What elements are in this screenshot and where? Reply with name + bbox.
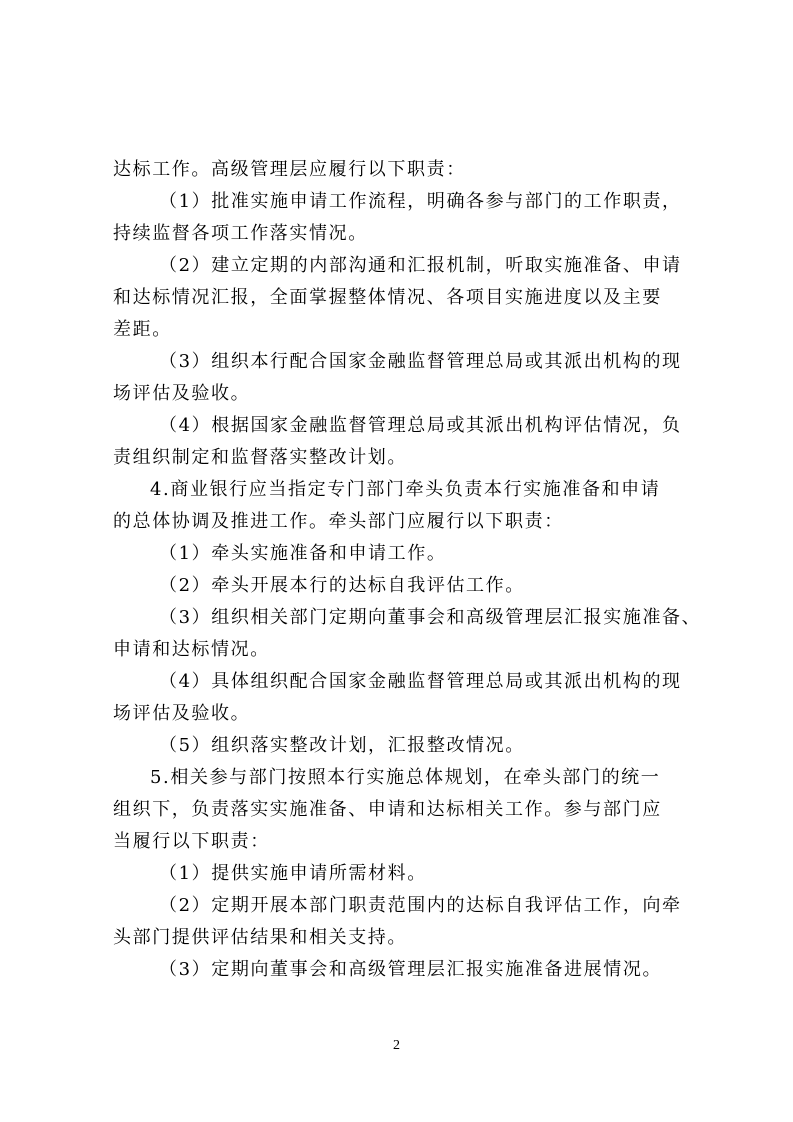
text-line: 4.商业银行应当指定专门部门牵头负责本行实施准备和申请: [150, 479, 661, 500]
text-line: 头部门提供评估结果和相关支持。: [113, 927, 407, 948]
text-line: 的总体协调及推进工作。牵头部门应履行以下职责：: [113, 511, 564, 532]
text-line: 场评估及验收。: [113, 703, 251, 724]
text-line: （3）组织相关部门定期向董事会和高级管理层汇报实施准备、: [159, 607, 702, 628]
text-line: 场评估及验收。: [113, 383, 251, 404]
text-line: （2）建立定期的内部沟通和汇报机制，听取实施准备、申请: [159, 255, 682, 276]
text-line: （4）根据国家金融监督管理总局或其派出机构评估情况，负: [159, 415, 682, 436]
text-line: 5.相关参与部门按照本行实施总体规划，在牵头部门的统一: [150, 767, 661, 788]
page-number: 2: [393, 1038, 400, 1053]
text-line: （4）具体组织配合国家金融监督管理总局或其派出机构的现: [159, 671, 682, 692]
text-line: （3）组织本行配合国家金融监督管理总局或其派出机构的现: [159, 351, 682, 372]
text-line: （5）组织落实整改计划，汇报整改情况。: [159, 735, 525, 756]
text-line: （3）定期向董事会和高级管理层汇报实施准备进展情况。: [159, 959, 663, 980]
text-line: 组织下，负责落实实施准备、申请和达标相关工作。参与部门应: [113, 799, 662, 820]
text-line: 和达标情况汇报，全面掌握整体情况、各项目实施进度以及主要: [113, 287, 662, 308]
text-line: （1）牵头实施准备和申请工作。: [159, 543, 447, 564]
text-line: （1）提供实施申请所需材料。: [159, 863, 427, 884]
text-line: （1）批准实施申请工作流程，明确各参与部门的工作职责，: [159, 191, 682, 212]
text-line: （2）定期开展本部门职责范围内的达标自我评估工作，向牵: [159, 895, 682, 916]
text-line: 差距。: [113, 319, 172, 340]
text-line: 达标工作。高级管理层应履行以下职责：: [113, 159, 466, 180]
text-line: 持续监督各项工作落实情况。: [113, 223, 368, 244]
text-line: 责组织制定和监督落实整改计划。: [113, 447, 407, 468]
text-line: 当履行以下职责：: [113, 831, 270, 852]
text-line: （2）牵头开展本行的达标自我评估工作。: [159, 575, 525, 596]
text-line: 申请和达标情况。: [113, 639, 270, 660]
